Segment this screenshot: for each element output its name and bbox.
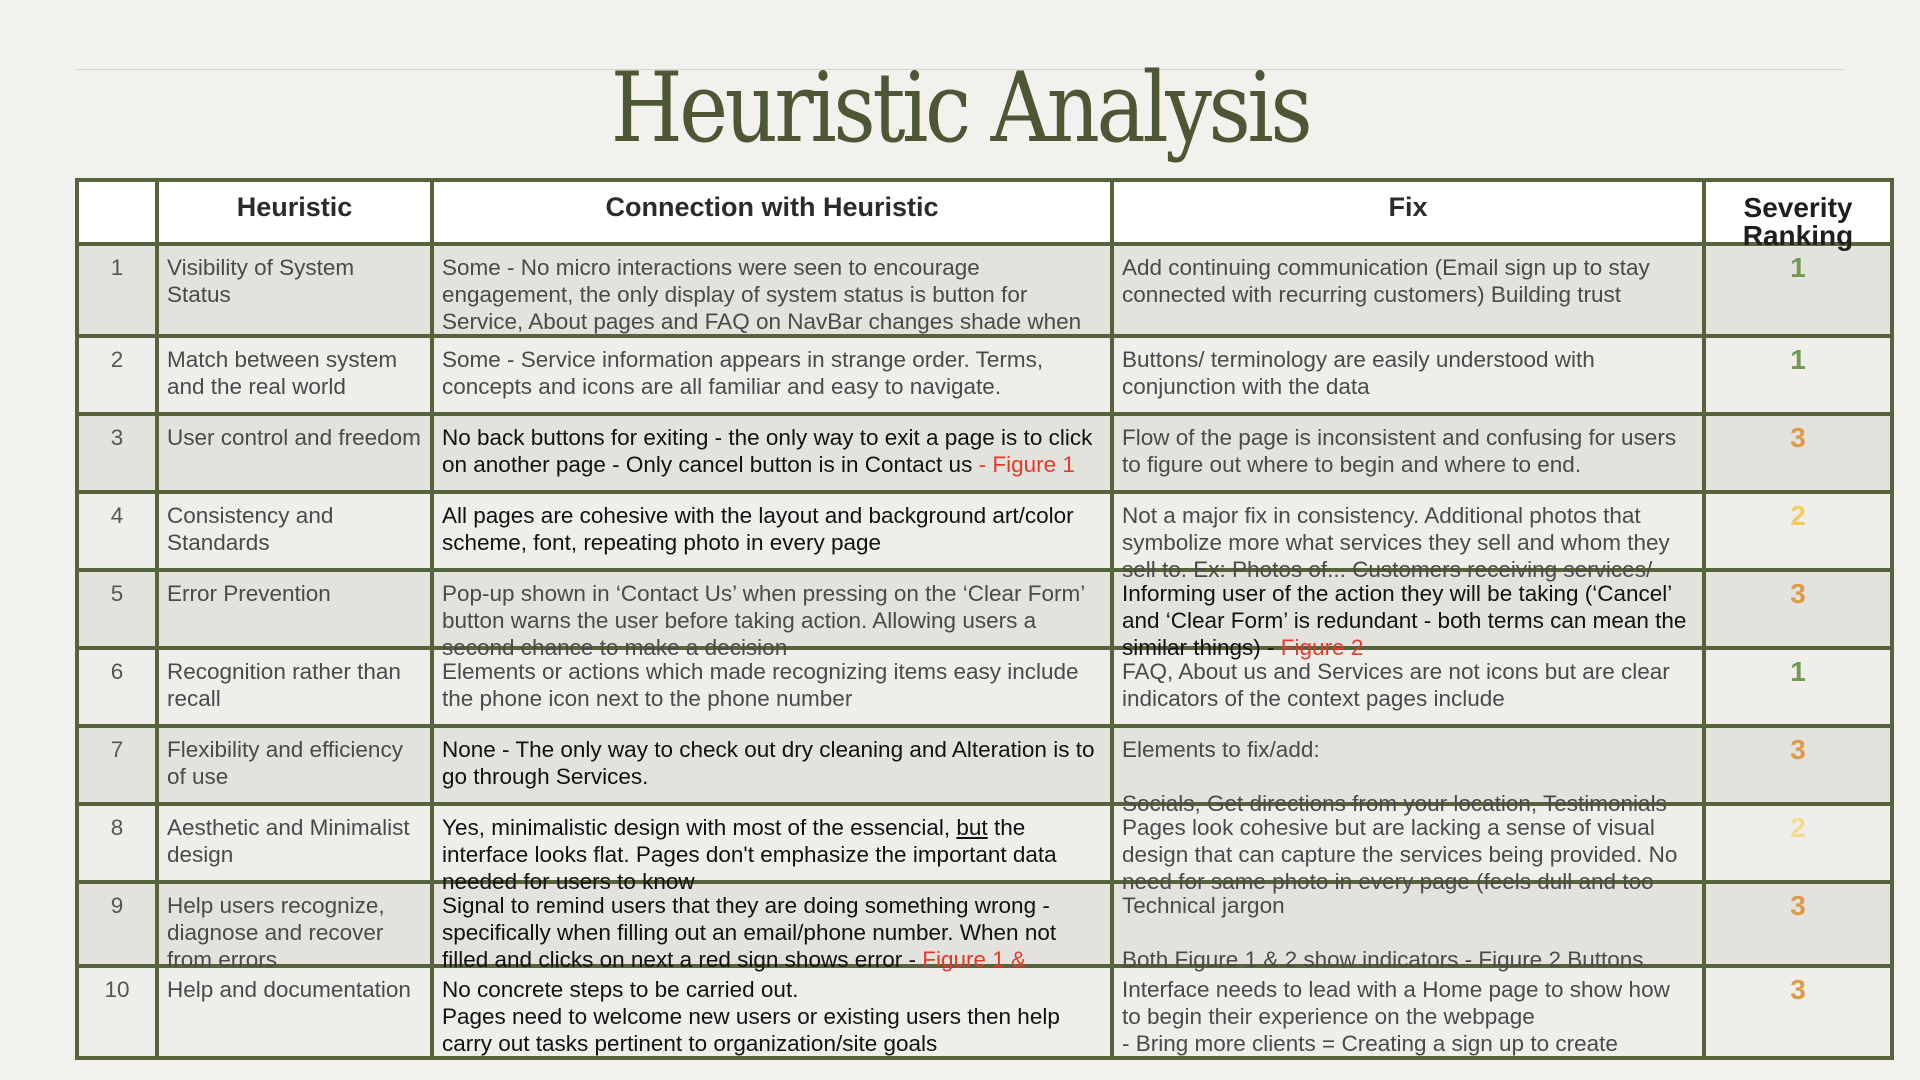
severity-cell: 3	[1790, 578, 1806, 609]
heuristic-cell: Consistency and Standards	[167, 503, 334, 555]
connection-text: Yes, minimalistic design with most of the essencial,	[442, 815, 951, 840]
row-number: 2	[110, 347, 124, 372]
table-row	[77, 336, 1892, 414]
connection-line: Pages need to welcome new users or existing users then help carry out tasks pertinent to organization/site goals	[442, 1004, 1060, 1056]
table-row	[77, 966, 1892, 1058]
header-number	[77, 180, 157, 244]
header-heuristic: Heuristic	[157, 180, 432, 244]
fix-cell: Add continuing communication (Email sign up to stay connected with recurring customers) Building trust	[1122, 255, 1650, 307]
severity-cell: 3	[1790, 422, 1806, 453]
heuristic-cell: Recognition rather than recall	[167, 659, 401, 711]
severity-cell: 2	[1790, 500, 1806, 531]
connection-cell: Pop-up shown in ‘Contact Us’ when pressing on the ‘Clear Form’ button warns the user before taking action. Allowing users a second chance to make a decision	[442, 581, 1085, 660]
fix-cell	[1114, 968, 1702, 1056]
heuristic-cell: Help and documentation	[167, 977, 411, 1002]
table-row	[77, 804, 1892, 882]
connection-cell	[434, 884, 1110, 972]
fix-line: Technical jargon	[1122, 893, 1285, 918]
heuristic-cell: Flexibility and efficiency of use	[167, 737, 403, 789]
fix-cell: Flow of the page is inconsistent and confusing for users to figure out where to begin and where to end.	[1122, 425, 1677, 477]
row-number: 1	[110, 255, 124, 280]
fix-cell	[1114, 572, 1702, 660]
fix-line: Interface needs to lead with a Home page to show how to begin their experience on the webpage	[1122, 977, 1670, 1029]
connection-cell: Some - Service information appears in strange order. Terms, concepts and icons are all familiar and easy to navigate.	[442, 347, 1044, 399]
row-number: 4	[110, 503, 124, 528]
heuristic-cell: Help users recognize, diagnose and recover from errors	[167, 893, 385, 972]
heuristic-analysis-table	[75, 178, 1894, 1060]
underlined-word: but	[956, 815, 988, 840]
table-row	[77, 570, 1892, 648]
heuristic-cell: Error Prevention	[167, 581, 331, 606]
heuristic-cell: Visibility of System Status	[167, 255, 355, 307]
page-title: Heuristic Analysis	[610, 52, 1310, 164]
row-number: 3	[110, 425, 124, 450]
severity-cell: 3	[1790, 890, 1806, 921]
header-severity: Severity Ranking	[1704, 180, 1892, 244]
fix-line: Socials, Get directions from your location, Testimonials	[1122, 791, 1667, 816]
connection-cell	[434, 416, 1110, 490]
row-number: 6	[110, 659, 124, 684]
connection-text: the interface looks flat. Pages don't emphasize the important data needed for users to know	[442, 815, 1057, 894]
connection-text: Signal to remind users that they are doing something wrong - specifically when filling out an email/phone number. When not filled and clicks on next a red sign shows error -	[442, 893, 1057, 972]
table-row	[77, 414, 1892, 492]
fix-text: Informing user of the action they will be taking (‘Cancel’ and ‘Clear Form’ is redundant - both terms can mean the similar things) -	[1122, 581, 1687, 660]
heuristic-cell: Aesthetic and Minimalist design	[167, 815, 410, 867]
table-row	[77, 648, 1892, 726]
fix-cell	[1114, 884, 1702, 972]
figure-reference: - Figure 1	[978, 452, 1075, 477]
fix-line: Both Figure 1 & 2 show indicators - Figure 2 Buttons	[1122, 947, 1644, 972]
fix-cell: Not a major fix in consistency. Additional photos that symbolize more what services they sell and whom they sell to. Ex: Photos of... Customers receiving services/	[1122, 503, 1670, 582]
severity-cell: 3	[1790, 734, 1806, 765]
fix-cell: Pages look cohesive but are lacking a sense of visual design that can capture the services being provided. No need for same photo in every page (feels dull and too	[1122, 815, 1678, 894]
connection-cell	[434, 806, 1110, 894]
figure-reference: Figure 2	[1280, 635, 1364, 660]
connection-cell: None - The only way to check out dry cleaning and Alteration is to go through Services.	[442, 737, 1095, 789]
severity-cell: 1	[1790, 344, 1806, 375]
heuristic-cell: User control and freedom	[167, 425, 421, 450]
figure-reference: Figure 1 &	[922, 947, 1027, 972]
connection-cell: All pages are cohesive with the layout and background art/color scheme, font, repeating photo in every page	[442, 503, 1074, 555]
connection-text: No back buttons for exiting - the only way to exit a page is to click on another page - Only cancel button is in Contact us	[442, 425, 1093, 477]
connection-cell: Some - No micro interactions were seen to encourage engagement, the only display of system status is button for Service, About pages and FAQ on NavBar changes shade when	[442, 255, 1082, 334]
connection-cell: Elements or actions which made recognizing items easy include the phone icon next to the phone number	[442, 659, 1079, 711]
fix-cell	[1114, 728, 1702, 816]
row-number: 7	[110, 737, 124, 762]
severity-cell: 2	[1790, 812, 1806, 843]
fix-cell: Buttons/ terminology are easily understood with conjunction with the data	[1122, 347, 1595, 399]
header-connection: Connection with Heuristic	[432, 180, 1112, 244]
table-header-row	[77, 180, 1892, 244]
table-row	[77, 244, 1892, 336]
severity-cell: 1	[1790, 252, 1806, 283]
fix-line: Elements to fix/add:	[1122, 737, 1320, 762]
row-number: 10	[104, 977, 130, 1002]
heuristic-cell: Match between system and the real world	[167, 347, 398, 399]
row-number: 5	[110, 581, 124, 606]
fix-cell: FAQ, About us and Services are not icons but are clear indicators of the context pages include	[1122, 659, 1670, 711]
connection-line: No concrete steps to be carried out.	[442, 977, 799, 1002]
connection-cell	[434, 968, 1110, 1056]
row-number: 9	[110, 893, 124, 918]
severity-cell: 1	[1790, 656, 1806, 687]
table-row	[77, 492, 1892, 570]
table-row	[77, 726, 1892, 804]
header-fix: Fix	[1112, 180, 1704, 244]
row-number: 8	[110, 815, 124, 840]
severity-cell: 3	[1790, 974, 1806, 1005]
fix-line: - Bring more clients = Creating a sign up to create	[1122, 1031, 1618, 1056]
